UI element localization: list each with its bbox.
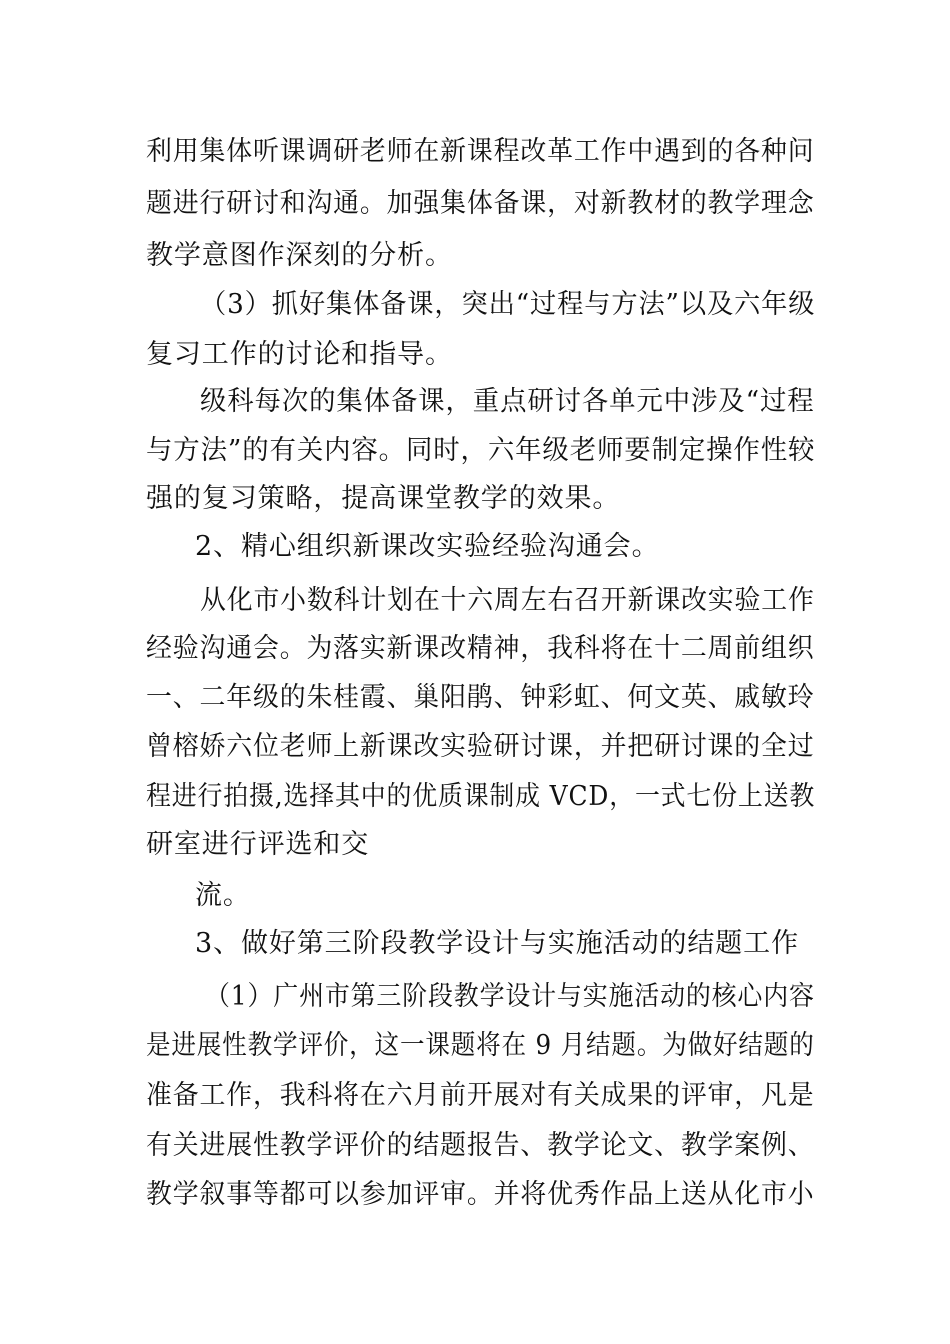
section-heading: 2、精心组织新课改实验经验沟通会。 xyxy=(195,531,660,562)
paragraph-line: 程进行拍摄,选择其中的优质课制成 VCD，一式七份上送教 xyxy=(146,781,816,812)
paragraph-line: 教学叙事等都可以参加评审。并将优秀作品上送从化市小 xyxy=(146,1179,815,1210)
paragraph-line: 曾榕娇六位老师上新课改实验研讨课，并把研讨课的全过 xyxy=(146,731,815,762)
section-heading: （1）广州市第三阶段教学设计与实施活动的核心内容 xyxy=(205,981,815,1012)
paragraph-line: 研室进行评选和交 xyxy=(146,829,370,860)
paragraph-line: 与方法”的有关内容。同时，六年级老师要制定操作性较 xyxy=(146,435,816,466)
paragraph-line: 题进行研讨和沟通。加强集体备课，对新教材的教学理念 xyxy=(146,188,815,219)
paragraph-line: 教学意图作深刻的分析。 xyxy=(146,240,453,271)
paragraph-line: 复习工作的讨论和指导。 xyxy=(146,339,453,370)
paragraph-line: 是进展性教学评价，这一课题将在 9 月结题。为做好结题的 xyxy=(146,1030,815,1061)
paragraph-line: 经验沟通会。为落实新课改精神，我科将在十二周前组织 xyxy=(146,633,815,664)
paragraph-line: 从化市小数科计划在十六周左右召开新课改实验工作 xyxy=(200,585,815,616)
paragraph-line: 强的复习策略，提高课堂教学的效果。 xyxy=(146,483,621,514)
paragraph-line: 流。 xyxy=(195,880,251,911)
paragraph-line: 准备工作，我科将在六月前开展对有关成果的评审，凡是 xyxy=(146,1080,815,1111)
paragraph-line: 一、二年级的朱桂霞、巢阳鹃、钟彩虹、何文英、戚敏玲 xyxy=(146,682,815,713)
section-heading: 3、做好第三阶段教学设计与实施活动的结题工作 xyxy=(195,928,799,959)
section-heading: （3）抓好集体备课，突出“过程与方法”以及六年级 xyxy=(200,289,816,320)
paragraph-line: 利用集体听课调研老师在新课程改革工作中遇到的各种问 xyxy=(146,136,815,167)
paragraph-line: 级科每次的集体备课，重点研讨各单元中涉及“过程 xyxy=(200,386,815,417)
paragraph-line: 有关进展性教学评价的结题报告、教学论文、教学案例、 xyxy=(146,1130,815,1161)
